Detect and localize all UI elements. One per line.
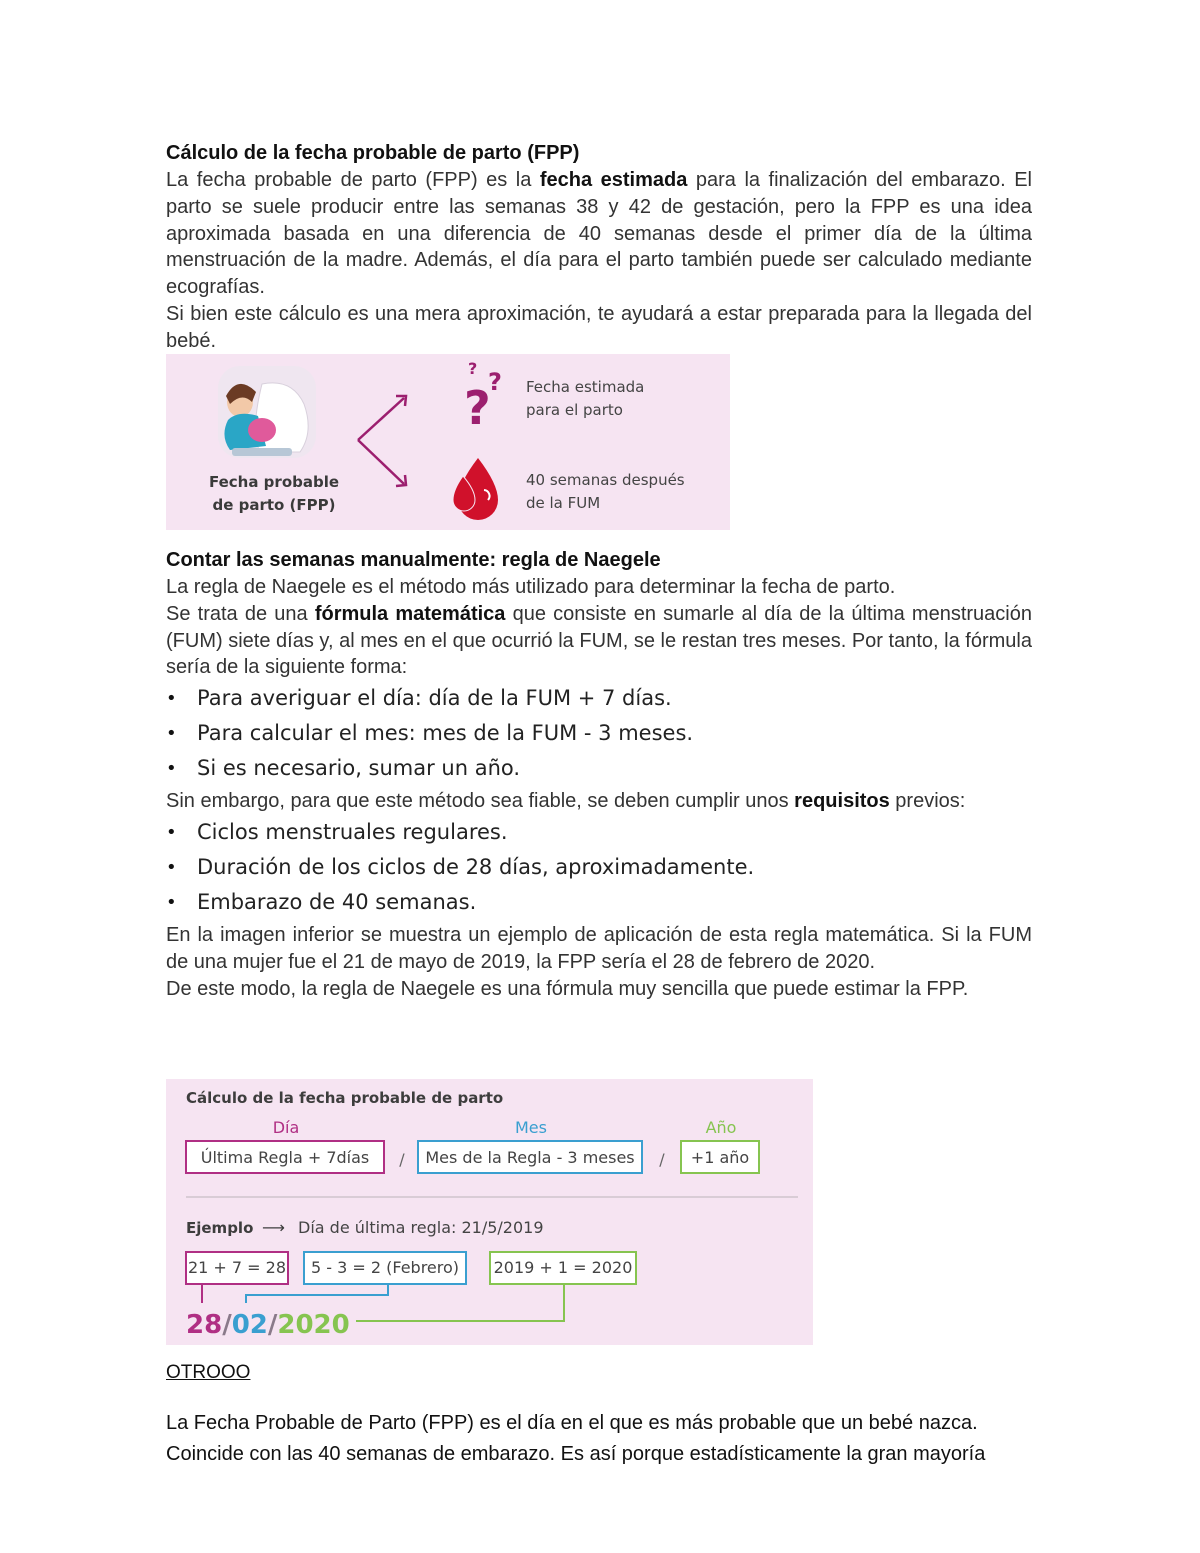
ex-anio-text: 2019 + 1 = 2020 xyxy=(493,1258,633,1277)
paragraph: De este modo, la regla de Naegele es una fórmula muy sencilla que puede estimar la FPP. xyxy=(166,977,969,1000)
svg-text:?: ? xyxy=(464,381,491,435)
bold-phrase: fecha estimada xyxy=(539,169,688,191)
fig2-title: Cálculo de la fecha probable de parto xyxy=(186,1089,504,1107)
section-title: Contar las semanas manualmente: regla de Naegele xyxy=(166,549,661,571)
section-heading-otro: OTROOO xyxy=(166,1362,251,1383)
svg-text:?: ? xyxy=(468,359,478,378)
branch-arrows-icon xyxy=(358,396,406,486)
slash: / xyxy=(659,1150,665,1169)
list-item: • Ciclos menstruales regulares. xyxy=(166,815,1032,850)
fpp-illustration xyxy=(166,354,730,530)
naegele-example-figure xyxy=(166,1079,813,1345)
paragraph: La regla de Naegele es el método más utilizado para determinar la fecha de parto. xyxy=(166,576,896,598)
fig1-label-line2: de parto (FPP) xyxy=(212,496,336,514)
ex-mes-text: 5 - 3 = 2 (Febrero) xyxy=(310,1258,460,1277)
section-naegele xyxy=(166,547,1032,1002)
list-item: • Si es necesario, sumar un año. xyxy=(166,751,1032,786)
list-item: • Para calcular el mes: mes de la FUM - 3 meses. xyxy=(166,716,1032,751)
formula-list xyxy=(166,681,1032,786)
paragraph: Si bien este cálculo es una mera aproximación, te ayudará a estar preparada para la llegada del bebé. xyxy=(166,302,1032,352)
list-item: • Para averiguar el día: día de la FUM + 7 días. xyxy=(166,681,1032,716)
fig1-top-line2: para el parto xyxy=(526,401,623,419)
dia-label: Día xyxy=(272,1118,300,1137)
anio-box-text: +1 año xyxy=(690,1148,750,1167)
ex-dia-text: 21 + 7 = 28 xyxy=(187,1258,287,1277)
naegele-example-svg xyxy=(166,1079,813,1345)
result-date: 28/02/2020 xyxy=(186,1310,350,1340)
fig1-bottom-line1: 40 semanas después xyxy=(526,471,685,489)
dia-box-text: Última Regla + 7días xyxy=(200,1148,370,1167)
fpp-illustration-svg xyxy=(166,354,730,530)
blood-drop-icon xyxy=(453,458,498,520)
paragraph: En la imagen inferior se muestra un ejemplo de aplicación de esta regla matemática. Si la FUM de una mujer fue el 21 de mayo de 2019, la FPP sería el 28 de febrero de 2020. xyxy=(166,923,1032,973)
section-title: Cálculo de la fecha probable de parto (FPP) xyxy=(166,142,580,164)
question-marks-icon xyxy=(464,359,502,435)
fig1-top-line1: Fecha estimada xyxy=(526,378,645,396)
list-item: • Duración de los ciclos de 28 días, aproximadamente. xyxy=(166,850,1032,885)
fig1-label-line1: Fecha probable xyxy=(208,473,340,491)
ejemplo-text: Día de última regla: 21/5/2019 xyxy=(298,1218,544,1237)
list-item: • Embarazo de 40 semanas. xyxy=(166,885,1032,920)
ejemplo-label: Ejemplo xyxy=(186,1219,254,1237)
mes-box-text: Mes de la Regla - 3 meses xyxy=(425,1148,635,1167)
result-day: 28 xyxy=(186,1310,223,1340)
result-year: 2020 xyxy=(277,1310,350,1340)
arrow-right-icon: ⟶ xyxy=(262,1218,285,1237)
fig1-bottom-line2: de la FUM xyxy=(526,494,601,512)
paragraph: Se trata de una fórmula matemática que consiste en sumarle al día de la última menstruación (FUM) siete días y, al mes en el que ocurrió la FUM, se le restan tres meses. Por tanto, la fórmula sería de la siguiente forma: xyxy=(166,602,1032,679)
mes-label: Mes xyxy=(515,1118,547,1137)
paragraph: La Fecha Probable de Parto (FPP) es el día en el que es más probable que un bebé nazca. Coincide con las 40 semanas de embarazo. Es así porque estadísticamente la gran mayoría xyxy=(166,1412,986,1465)
result-month: 02 xyxy=(231,1310,268,1340)
paragraph: La fecha probable de parto (FPP) es la fecha estimada para la finalización del embarazo. El parto se suele producir entre las semanas 38 y 42 de gestación, pero la FPP es una idea aproximada basada en una diferencia de 40 semanas desde el primer día de la última menstruación de la madre. Además, el día para el parto también puede ser calculado mediante ecografías. xyxy=(166,169,1032,299)
requirements-list xyxy=(166,815,1032,920)
svg-text:?: ? xyxy=(488,368,502,396)
bold-phrase: fórmula matemática xyxy=(314,602,506,625)
anio-label: Año xyxy=(705,1118,737,1137)
slash: / xyxy=(399,1150,405,1169)
pregnant-woman-icon xyxy=(218,366,316,458)
bold-phrase: requisitos xyxy=(794,790,890,813)
paragraph: Sin embargo, para que este método sea fiable, se deben cumplir unos requisitos previos: xyxy=(166,790,966,813)
section-fpp xyxy=(166,140,1032,355)
